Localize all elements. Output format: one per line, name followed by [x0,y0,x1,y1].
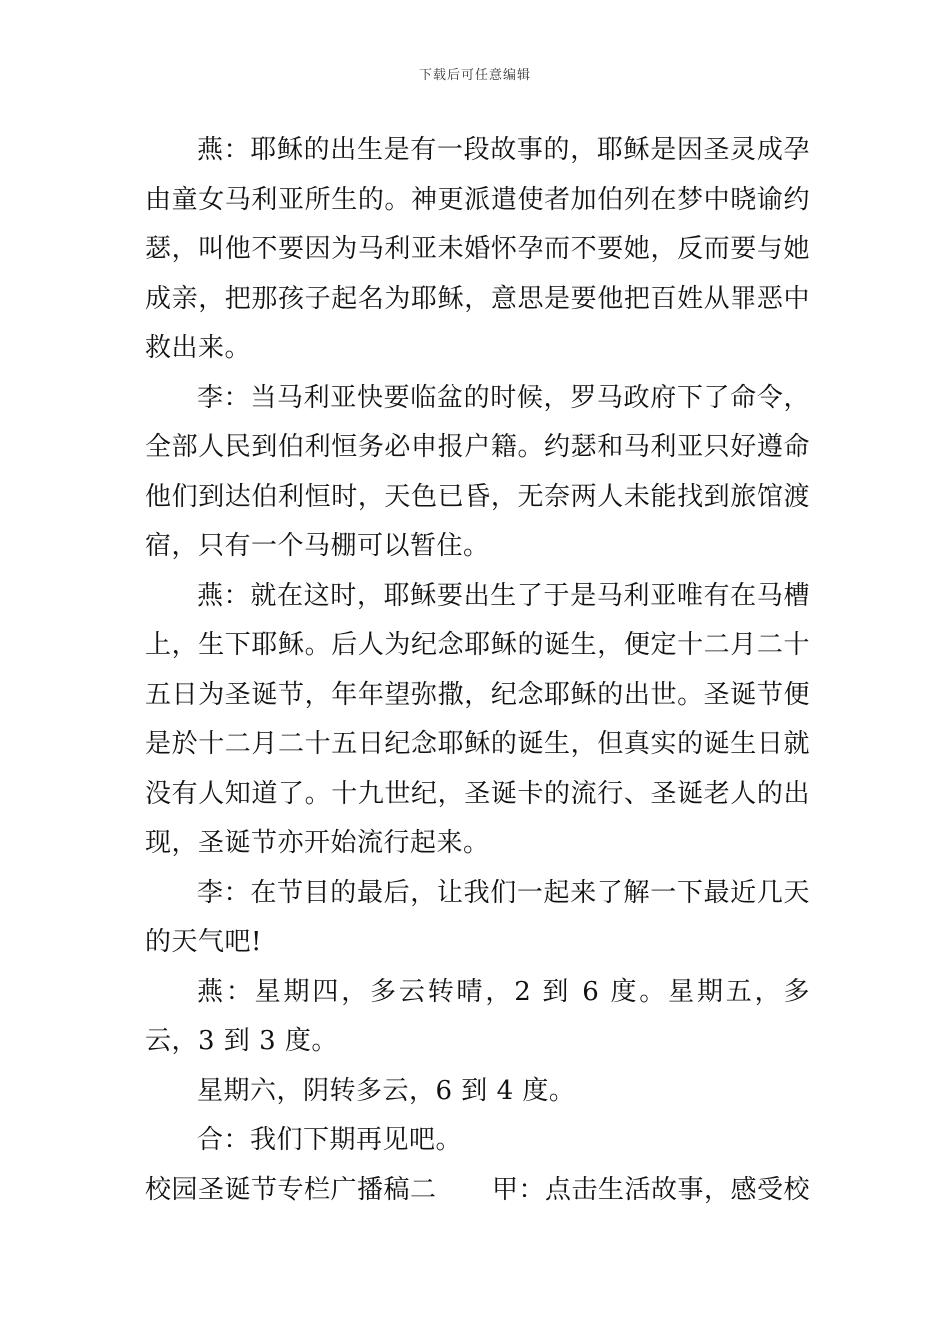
closing-line [145,1166,810,1216]
document-body [145,126,810,1215]
paragraph-yan-1: 燕：耶稣的出生是有一段故事的，耶稣是因圣灵成孕由童女马利亚所生的。神更派遣使者加伯列在梦中晓谕约瑟，叫他不要因为马利亚未婚怀孕而不要她，反而要与她成亲，把那孩子起名为耶稣，意思是要他把百姓从罪恶中救出来。 [145,135,810,363]
paragraph-farewell: 合：我们下期再见吧。 [197,1125,463,1155]
paragraph-weather-2: 星期六，阴转多云，6 到 4 度。 [197,1075,576,1106]
paragraph-li-2: 李：在节目的最后，让我们一起来了解一下最近几天的天气吧! [145,877,810,957]
closing-text: 甲：点击生活故事，感受校 [491,1174,810,1205]
paragraph-yan-2: 燕：就在这时，耶稣要出生了于是马利亚唯有在马槽上，生下耶稣。后人为纪念耶稣的诞生，便定十二月二十五日为圣诞节，年年望弥撒，纪念耶稣的出世。圣诞节便是於十二月二十五日纪念耶稣的诞生，但真实的诞生日就没有人知道了。十九世纪，圣诞卡的流行、圣诞老人的出现，圣诞节亦开始流行起来。 [145,580,810,858]
paragraph-weather-1: 燕：星期四，多云转晴，2 到 6 度。星期五，多云，3 到 3 度。 [145,976,810,1056]
page-header: 下载后可任意编辑 [418,68,531,83]
section-title: 校园圣诞节专栏广播稿二 [145,1174,437,1205]
paragraph-li-1: 李：当马利亚快要临盆的时候，罗马政府下了命令，全部人民到伯利恒务必申报户籍。约瑟和马利亚只好遵命他们到达伯利恒时，天色已昏，无奈两人未能找到旅馆渡宿，只有一个马棚可以暂住。 [145,382,810,561]
